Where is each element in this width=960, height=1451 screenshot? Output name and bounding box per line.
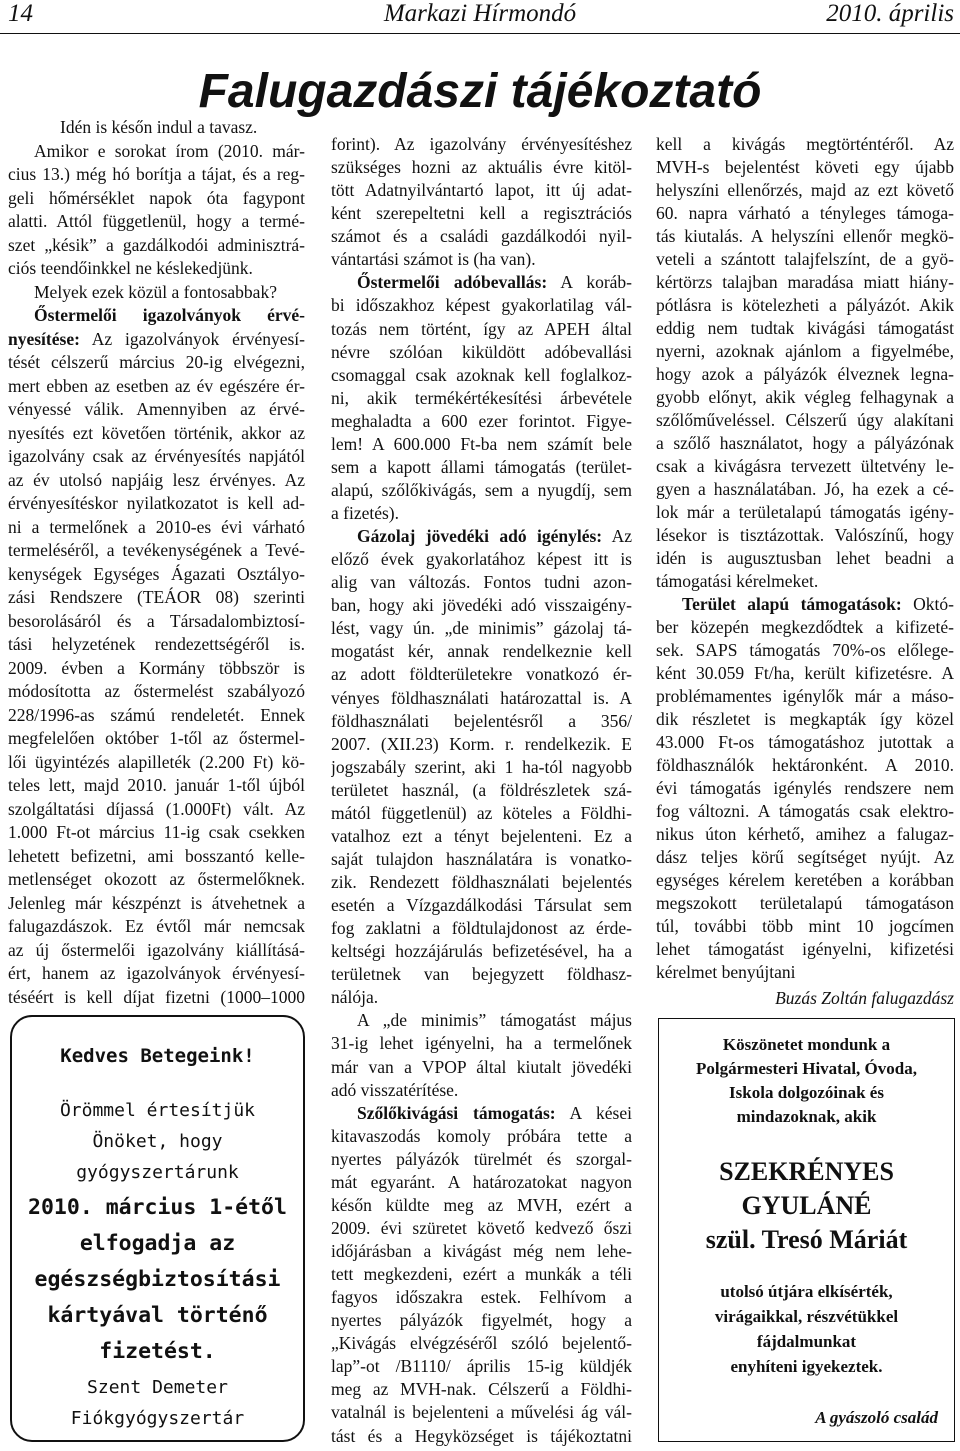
text-line: sek. SAPS támogatás 70%-os előlege- (656, 640, 954, 660)
paragraph (8, 140, 305, 281)
notice-emphasis-line: kártyával történő (47, 1303, 268, 1328)
text-line: kell a kivágás megtörténtéről. Az (656, 134, 954, 154)
bold-lead-text: Őstermelői adóbevallás: (357, 272, 548, 293)
text-line: mogatást kér, annak rendelkeznie kell (331, 641, 632, 662)
text-line: kitavaszodás komoly próbára tette a (331, 1125, 632, 1146)
text-line: az új őstermelői igazolvány kiállításá- (8, 939, 305, 960)
condolence-signature: A gyászoló család (815, 1408, 938, 1427)
text-line: mát egyaránt. A határozatokat nagyon (331, 1171, 632, 1192)
text-line: szolgáltatási díjassá (1.000Ft) vált. Az (8, 798, 305, 819)
text-line: dik részletet is megkapták így közel (656, 709, 954, 729)
text-run: A koráb- (547, 272, 632, 293)
text-line: besorolásáról és a Társadalombiztosí- (8, 610, 305, 631)
pharmacy-notice-box (10, 1015, 305, 1442)
text-line: lehetett befizetni, ami bosszantó kelle- (8, 845, 305, 866)
text-line: a fizetés). (331, 503, 400, 523)
text-line: vántartási számot is (ha van). (331, 249, 536, 270)
text-line: meghaladta a 600 ezer forintot. Figye- (331, 410, 632, 431)
condolence-line: mindazoknak, akik (736, 1107, 877, 1126)
text-line: szükséges hozni az aktuális évre kitöl- (331, 157, 632, 178)
header-rule (0, 33, 960, 34)
text-line: sem a kapott állami támogatás (terület- (331, 456, 632, 477)
page-number: 14 (8, 0, 33, 27)
text-line: fagyos időszakra estek. Felhívom a (331, 1287, 632, 1308)
text-line: lap”-ot /B1110/ április 15-ig küldjék (331, 1356, 632, 1377)
text-line: földhasználók hektáronként. A 2010. (656, 755, 954, 775)
paragraph (331, 525, 632, 1009)
text-line: tött Adatnyilvántartó lapot, itt új adat- (331, 180, 632, 201)
text-line: Amikor e sorokat írom (2010. már- (34, 140, 305, 161)
text-line: nyerni, azoknak ajánlom a figyelmébe, (656, 341, 954, 361)
text-line: eddig nem tudtak kivágási támogatást (656, 318, 954, 338)
issue-date: 2010. április (826, 0, 954, 27)
text-line: helyszíni ellenőrzés, majd az ezt követő (656, 180, 954, 200)
text-line: ni, akik termékértékesítési árbevétele (331, 387, 632, 408)
notice-emphasis-line: 2010. március 1-étől (28, 1195, 287, 1220)
notice-emphasis-line: egészségbiztosítási (34, 1267, 281, 1292)
condolence-body (659, 1279, 954, 1379)
text-line: érvényesítéskor nyilatkozatot is kell ad- (8, 493, 305, 513)
text-line: ciós teendőinkkel ne késlekedjünk. (8, 258, 253, 278)
condolence-notice-box (658, 1018, 955, 1442)
text-line: nyesítés ezt követően történik, akkor az (8, 422, 305, 443)
text-line: esetén a Vízgazdálkodási Társulat sem (331, 895, 632, 916)
text-line: bi időszakhoz képest gyakorlatilag vál- (331, 295, 632, 316)
text-line: egységes kérelem keretében a korábban (656, 870, 954, 890)
notice-sender (12, 1372, 303, 1434)
paragraph (656, 133, 954, 593)
text-line: termeléséről, a tevékenységének a Tevé- (8, 540, 305, 560)
text-line (331, 271, 632, 294)
text-line: területnek van bejegyzett földhasz- (331, 964, 632, 985)
text-line: mert ebben az esetben az év egészére ér- (8, 375, 305, 396)
text-line: tást és a Hegyközséget is tájékoztatni (331, 1425, 632, 1446)
text-run: A kései (555, 1102, 632, 1123)
paragraph (331, 133, 632, 271)
text-line: csomaggal csak azoknak kell foglalkoz- (331, 364, 632, 385)
text-line: kérelmet benyújtani (656, 962, 796, 982)
paragraph (331, 1102, 632, 1448)
text-line: pótlásra is kötelezheti a pályázót. Akik (656, 295, 954, 315)
bold-lead-text: Gázolaj jövedéki adó igénylés: (357, 526, 603, 547)
text-line: 2009. évben a Kormány többször is (8, 657, 305, 678)
text-line: teles lett, majd 2010. január 1-től újból (8, 775, 305, 795)
text-line (331, 525, 632, 548)
condolence-line: utolsó útjára elkísérték, (720, 1282, 893, 1301)
text-line: alapú, szőlőkivágás, sem a nyugdíj, sem (331, 479, 632, 500)
text-line: nikus úton kérhető, amihez a falugaz- (656, 824, 954, 844)
text-line (656, 593, 954, 616)
text-line: gyobb előnyt, akik végleg felhagynak a (656, 387, 954, 407)
paragraph (331, 1009, 632, 1101)
text-line: módosította az őstermelést szabályozó (8, 681, 305, 701)
text-line: lem! A 600.000 Ft-ba nem számít bele (331, 433, 632, 454)
text-run: Az (602, 526, 632, 547)
text-line: lok már a területalapú támogatás igény- (656, 502, 954, 522)
text-line: tási helyzetének rendezettségéről is. (8, 634, 305, 654)
text-line: 2007. (XII.23) Korm. r. rendelkezik. E (331, 733, 632, 754)
notice-line: Önöket, hogy (92, 1131, 223, 1152)
text-line: hogy azok a pályázók élveznek legna- (656, 364, 954, 384)
notice-sender-line: Szent Demeter (87, 1377, 228, 1398)
condolence-line: enyhíteni igyekeztek. (730, 1357, 883, 1376)
condolence-line: fájdalmunkat (756, 1332, 857, 1351)
text-line: kenységek Egységes Ágazati Osztályo- (8, 563, 305, 584)
text-line: alatti. Attól függetlenül, hogy a termé- (8, 211, 305, 231)
condolence-intro (659, 1033, 954, 1129)
text-line: nyertes pályázók figyelmét, hogy a (331, 1310, 632, 1331)
text-line: az év utolsó napjáig lesz érvényes. Az (8, 469, 305, 490)
text-line: 228/1996-as számú rendeletét. Ennek (8, 704, 305, 725)
text-line: már van a VPOP által kiutalt jövedéki (331, 1056, 632, 1077)
text-line: Idén is későn indul a tavasz. (60, 117, 258, 137)
deceased-name-line: szül. Tresó Máriát (705, 1225, 908, 1254)
text-line: alig van változás. Fontos tudni azon- (331, 572, 632, 593)
text-line: keltségi hozzájárulás befizetésével, ha a (331, 941, 632, 962)
text-line (331, 1102, 632, 1125)
text-line: jogszabály szerint, aki 1 ha-tól nagyobb (331, 756, 632, 777)
article-title: Falugazdászi tájékoztató (198, 65, 762, 118)
text-line: gyen a használatában. Jó, ha ezek a cé- (656, 479, 954, 499)
text-line: megszokott területalapú támogatáson (656, 893, 954, 913)
paragraph (8, 304, 305, 1009)
text-line (8, 328, 305, 352)
text-line: támogatási kérelmeket. (656, 571, 819, 591)
text-line: megfelelően október 1-től az őstermel- (8, 728, 305, 748)
paragraph (656, 593, 954, 984)
deceased-name-line: GYULÁNÉ (741, 1191, 872, 1220)
text-line: veteli a szántott talajfelszínt, de a gyö- (656, 249, 954, 269)
publication-name: Markazi Hírmondó (383, 0, 577, 27)
author-signature: Buzás Zoltán falugazdász (775, 988, 954, 1008)
text-line: saját tulajdon használatára is vonatko- (331, 848, 632, 869)
notice-emphasis-line: elfogadja az (79, 1231, 236, 1256)
notice-heading: Kedves Betegeink! (60, 1045, 255, 1067)
text-line: 31-ig lehet igényelni, ha a termelőnek (331, 1033, 632, 1054)
article-column-2 (331, 133, 632, 1448)
paragraph (8, 116, 305, 140)
text-line: nyertes pályázók türelmét és szorgal- (331, 1148, 632, 1169)
text-line: földhasználati bejelentésről a 356/ (331, 710, 632, 731)
text-line: 2009. évi szüretet követő kedvező őszi (331, 1217, 632, 1238)
text-line: számot és a családi gazdálkodói nyil- (331, 226, 632, 247)
text-line: geli hőmérséklet napok óta fagypont (8, 187, 305, 208)
bold-lead-text: Terület alapú támogatások: (682, 594, 902, 614)
condolence-line: Köszönetet mondunk a (722, 1035, 891, 1054)
text-line: ni a termelőnek a 2010-es évi várható (8, 516, 305, 537)
text-line: kértörzs talajban maradása miatt hiány- (656, 272, 954, 292)
text-line: későn küldte meg az MVH, ezért a (331, 1194, 632, 1215)
text-line: előző évek gyakorlatához képest itt is (331, 549, 632, 570)
text-line: tett megkezdeni, ezért a munkák a téli (331, 1264, 632, 1285)
text-line: tését célszerű március 20-ig elvégezni, (8, 352, 305, 372)
text-line: tozás nem történt, így az APEH által (331, 318, 632, 339)
text-line: 1.000 Ft-ot március 11-ig csak csekken (8, 822, 305, 842)
text-line: lői ügyintézés alapilleték (2.200 Ft) kö- (8, 751, 305, 772)
article-column-1 (8, 116, 305, 1009)
text-line: nálója. (331, 987, 379, 1008)
bold-lead-text: nyesítése: (8, 328, 80, 349)
text-line: cius 13.) még hó borítja a tájat, és a reg- (8, 164, 305, 184)
text-line: lehet támogatást igényelni, kifizetési (656, 939, 954, 959)
text-line: csak a kivágásra tervezett ültetvény le- (656, 456, 954, 476)
text-line: zási Rendszere (TEÁOR 08) szerinti (8, 587, 305, 607)
condolence-line: Polgármesteri Hivatal, Óvoda, (696, 1059, 917, 1078)
text-line: az adott földterületekre vonatkozó ér- (331, 664, 632, 685)
text-line: fog zaklatni a földtulajdonost az érde- (331, 918, 632, 939)
text-line: Jelenleg már készpénzt is átvehetnek a (8, 892, 305, 913)
notice-emphasis-line: fizetést. (99, 1339, 216, 1364)
text-line: 60. napra várható a tényleges támoga- (656, 203, 954, 223)
text-line: igazolvány csak az érvényesítés napjától (8, 446, 305, 466)
text-line: tás kiutalás. A helyszíni ellenőr megkö- (656, 226, 954, 246)
notice-line: Örömmel értesítjük (59, 1100, 256, 1121)
text-line: problémamentes igénylők már a máso- (656, 686, 954, 706)
text-line: lésekor is tisztázottak. Valószínű, hogy (656, 525, 954, 545)
text-line: adó visszatérítése. (331, 1079, 459, 1100)
paragraph (8, 281, 305, 305)
deceased-name (659, 1155, 954, 1257)
deceased-name-line: SZEKRÉNYES (719, 1157, 894, 1186)
text-line: ban, hogy aki jövedéki adó visszaigény- (331, 595, 632, 616)
text-line: területet használ, (a földrészletek szá- (331, 779, 632, 800)
text-line: ért, hanem az igazolványok érvényesí- (8, 963, 305, 983)
text-line: fog változni. A támogatás csak elektro- (656, 801, 954, 821)
text-line: ként 30.059 Ft/ha, került kifizetésre. A (656, 663, 954, 683)
text-line: időjárásban a kivágást még nem lehe- (331, 1241, 632, 1261)
text-run: Októ- (901, 594, 954, 614)
text-line: vatalhoz ezt a tényt bejelenteni. Ez a (331, 825, 632, 846)
text-line: meg az MVH-nak. Célszerű a Földhi- (331, 1379, 632, 1400)
text-line: metlenséget okozott az őstermelőknek. (8, 869, 305, 889)
text-line: a szőlő használatot, hogy a pályázónak (656, 433, 954, 453)
text-line: forint). Az igazolvány érvényesítéshez (331, 134, 632, 154)
text-line: évi támogatás igénylés rendszere nem (656, 778, 954, 798)
notice-emphasis (12, 1190, 303, 1370)
text-line: vényessé válik. Amennyiben az érvé- (8, 399, 305, 419)
text-line: névre szólóan kiküldött adóbevallási (331, 341, 632, 362)
text-line: A „de minimis” támogatást május (357, 1010, 632, 1031)
text-line (8, 304, 305, 328)
text-line: lést, vagy ún. „de minimis” gázolaj tá- (331, 618, 632, 639)
text-line: szőlőműveléssel. Célszerű úgy alakítani (656, 410, 954, 430)
text-line: MVH-s bejelentést követi egy újabb (656, 157, 954, 177)
text-line: falugazdászok. Ez évtől már nemcsak (8, 916, 305, 936)
text-line: vatalnál is bejelenteni a művelési ág vál- (331, 1402, 632, 1423)
notice-sender-line: Fiókgyógyszertár (70, 1408, 245, 1429)
notice-line: gyógyszertárunk (76, 1162, 239, 1183)
text-line: túl, további több mint 10 jogcímen (656, 916, 954, 936)
text-line: ként szerepeltetni kell a regisztrációs (331, 203, 632, 224)
condolence-line: Iskola dolgozóinak és (729, 1083, 884, 1102)
bold-lead-text: Szőlőkivágási támogatás: (357, 1102, 556, 1123)
text-line: zik. Rendezett földhasználati bejelentés (331, 872, 632, 892)
text-run: Az igazolványok érvényesí- (79, 328, 305, 349)
text-line: téséért is kell díjat fizetni (1000–1000 (8, 986, 305, 1007)
notice-intro (12, 1095, 303, 1188)
bold-lead-text: Őstermelői igazolványok érvé- (34, 305, 305, 325)
article-column-3 (656, 133, 954, 984)
text-line: szet „késik” a gazdálkodói adminisztrá- (8, 234, 305, 255)
text-line: idén is augusztusban lehet beadni a (656, 548, 954, 568)
text-line: ber közepén megkezdődtek a kifizeté- (656, 617, 954, 637)
text-line: dász teljes körű segítséget nyújt. Az (656, 847, 954, 867)
text-line: „Kivágás elvégzéséről szóló bejelentő- (331, 1333, 632, 1354)
condolence-line: virágaikkal, részvétükkel (714, 1307, 899, 1326)
paragraph (331, 271, 632, 525)
text-line: Melyek ezek közül a fontosabbak? (34, 281, 277, 302)
text-line: vényes földhasználati határozattal is. A (331, 687, 632, 708)
text-line: mától függetlenül) az köteles a Földhi- (331, 802, 632, 823)
text-line: 43.000 Ft-os támogatáshoz jutottak a (656, 732, 954, 752)
